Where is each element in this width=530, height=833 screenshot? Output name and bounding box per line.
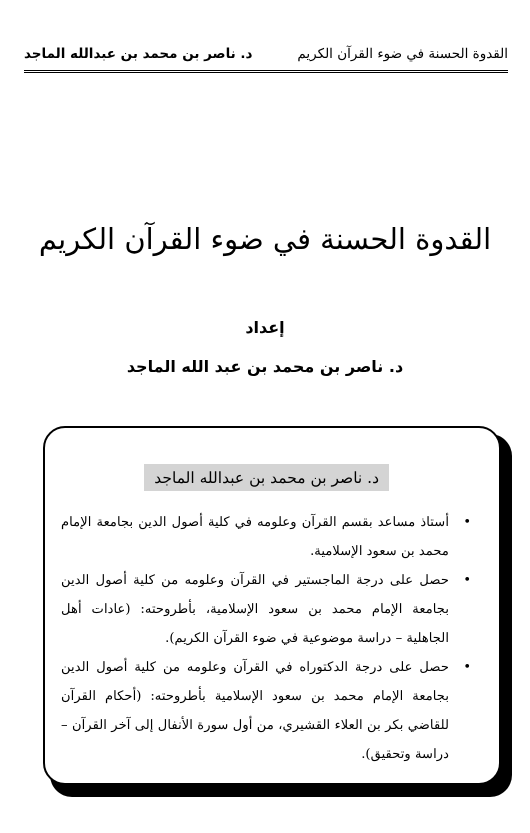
running-header-title: القدوة الحسنة في ضوء القرآن الكريم [297,46,508,62]
bio-item [61,508,471,566]
bio-card [43,426,501,785]
bio-name: د. ناصر بن محمد بن عبدالله الماجد [144,464,389,491]
bio-item [61,566,471,653]
bio-item-text: حصل على درجة الدكتوراه في القرآن وعلومه من كلية أصول الدين بجامعة الإمام محمد بن سعود الإسلامية بأطروحته: (أحكام القرآن للقاضي بكر بن العلاء القشيري، من أول سورة الأنفال إلى آخر القرآن – دراسة وتحقيق). [61,660,449,762]
bullet-icon: • [463,660,471,675]
bullet-icon: • [463,515,471,530]
running-header [24,46,508,73]
bio-list [61,508,471,769]
author-name: د. ناصر بن محمد بن عبد الله الماجد [126,357,404,376]
bio-item-text: أستاذ مساعد بقسم القرآن وعلومه في كلية أصول الدين بجامعة الإمام محمد بن سعود الإسلامية. [61,515,449,559]
book-title: القدوة الحسنة في ضوء القرآن الكريم [38,222,492,256]
running-header-author: د. ناصر بن محمد بن عبدالله الماجد [24,46,253,62]
prepared-by-label: إعداد [245,318,285,337]
bio-item [61,653,471,769]
bio-name-wrap [144,464,389,491]
bio-item-text: حصل على درجة الماجستير في القرآن وعلومه من كلية أصول الدين بجامعة الإمام محمد بن سعود الإسلامية، بأطروحته: (عادات أهل الجاهلية – دراسة موضوعية في ضوء القرآن الكريم). [61,573,449,646]
bullet-icon: • [463,573,471,588]
